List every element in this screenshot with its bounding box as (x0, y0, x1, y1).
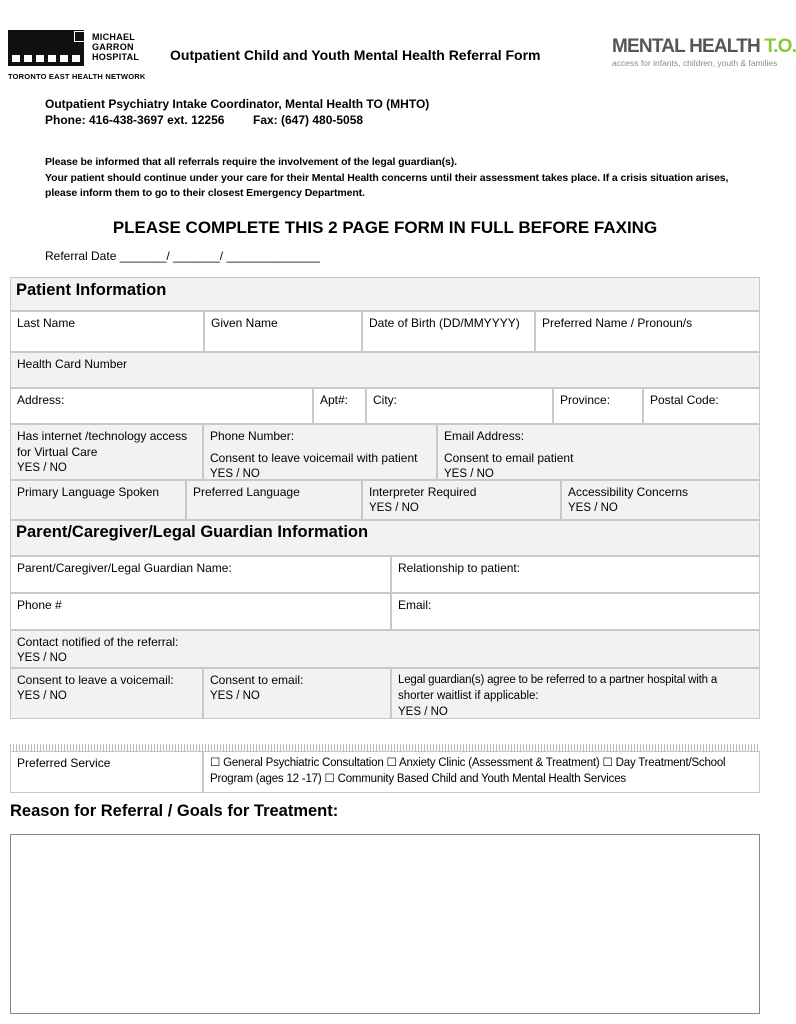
phone-number-field[interactable]: Phone Number: Consent to leave voicemail with patient YES / NO (203, 424, 437, 480)
preferred-name-field[interactable]: Preferred Name / Pronoun/s (535, 311, 760, 352)
province-field[interactable]: Province: (553, 388, 643, 424)
internet-access-field[interactable]: Has internet /technology access for Virtual Care YES / NO (10, 424, 203, 480)
date-of-birth-field[interactable]: Date of Birth (DD/MMYYYY) (362, 311, 535, 352)
guardian-email-consent-yes-no[interactable]: YES / NO (210, 690, 260, 702)
email-consent-yes-no[interactable]: YES / NO (444, 468, 494, 480)
coordinator-line: Outpatient Psychiatry Intake Coordinator, Mental Health TO (MHTO) (45, 97, 430, 111)
form-title: Outpatient Child and Youth Mental Health Referral Form (170, 47, 541, 63)
guardian-section-heading: Parent/Caregiver/Legal Guardian Information (16, 523, 369, 541)
internet-access-yes-no[interactable]: YES / NO (17, 462, 67, 474)
reason-heading: Reason for Referral / Goals for Treatment: (10, 802, 339, 820)
reason-text-box[interactable] (10, 834, 760, 1014)
service-options-line2[interactable]: Program (ages 12 -17) ☐ Community Based Child and Youth Mental Health Services (210, 773, 626, 785)
interpreter-field[interactable]: Interpreter Required YES / NO (362, 480, 561, 520)
guardian-email-consent-field[interactable]: Consent to email: YES / NO (203, 668, 391, 719)
hospital-building-icon (8, 28, 88, 68)
logo-suffix: T.O. (764, 36, 796, 57)
coordinator-fax: Fax: (647) 480-5058 (253, 113, 364, 127)
partner-hospital-yes-no[interactable]: YES / NO (398, 706, 448, 718)
accessibility-field[interactable]: Accessibility Concerns YES / NO (561, 480, 760, 520)
logo-name: MENTAL HEALTH (612, 36, 760, 57)
guardian-voicemail-yes-no[interactable]: YES / NO (17, 690, 67, 702)
michael-garron-hospital-logo (8, 28, 146, 82)
referral-date-field[interactable]: Referral Date _______/ _______/ ______________ (45, 249, 320, 263)
hospital-name: MICHAEL GARRON HOSPITAL (92, 32, 140, 62)
intake-contact (45, 96, 429, 128)
guardian-notice: Please be informed that all referrals require the involvement of the legal guardian(s). Your patient should continue under your care for their Mental Health concerns until their assessment takes place. If a crisis situation arises, please inform them to go to their closest Emergency Department. (45, 156, 729, 199)
logo-tagline: access for infants, children, youth & families (612, 58, 778, 68)
preferred-service-label: Preferred Service (10, 751, 203, 793)
relationship-field[interactable]: Relationship to patient: (391, 556, 760, 593)
accessibility-yes-no[interactable]: YES / NO (568, 502, 618, 514)
health-card-field[interactable]: Health Card Number (10, 352, 760, 388)
patient-section-heading: Patient Information (16, 281, 167, 299)
coordinator-phone: Phone: 416-438-3697 ext. 12256 (45, 113, 225, 127)
complete-form-headline: PLEASE COMPLETE THIS 2 PAGE FORM IN FULL BEFORE FAXING (112, 218, 658, 237)
interpreter-yes-no[interactable]: YES / NO (369, 502, 419, 514)
preferred-language-field[interactable]: Preferred Language (186, 480, 362, 520)
guardian-phone-field[interactable]: Phone # (10, 593, 391, 630)
section-divider (10, 744, 760, 751)
contact-notified-yes-no[interactable]: YES / NO (17, 652, 67, 664)
partner-hospital-field[interactable]: Legal guardian(s) agree to be referred to a partner hospital with a shorter waitlist if applicable: YES / NO (391, 668, 760, 719)
city-field[interactable]: City: (366, 388, 553, 424)
contact-notified-field[interactable]: Contact notified of the referral: YES / NO (10, 630, 760, 668)
email-address-field[interactable]: Email Address: Consent to email patient YES / NO (437, 424, 760, 480)
voicemail-consent-yes-no[interactable]: YES / NO (210, 468, 260, 480)
primary-language-field[interactable]: Primary Language Spoken (10, 480, 186, 520)
guardian-voicemail-field[interactable]: Consent to leave a voicemail: YES / NO (10, 668, 203, 719)
mental-health-to-logo (612, 36, 796, 76)
preferred-service-options[interactable] (203, 751, 760, 793)
address-field[interactable]: Address: (10, 388, 313, 424)
last-name-field[interactable]: Last Name (10, 311, 204, 352)
postal-code-field[interactable]: Postal Code: (643, 388, 760, 424)
hospital-network: TORONTO EAST HEALTH NETWORK (8, 72, 146, 81)
service-options-line1[interactable]: ☐ General Psychiatric Consultation ☐ Anxiety Clinic (Assessment & Treatment) ☐ Day Treatment/School (210, 757, 726, 769)
guardian-email-field[interactable]: Email: (391, 593, 760, 630)
guardian-name-field[interactable]: Parent/Caregiver/Legal Guardian Name: (10, 556, 391, 593)
given-name-field[interactable]: Given Name (204, 311, 362, 352)
apt-field[interactable]: Apt#: (313, 388, 366, 424)
